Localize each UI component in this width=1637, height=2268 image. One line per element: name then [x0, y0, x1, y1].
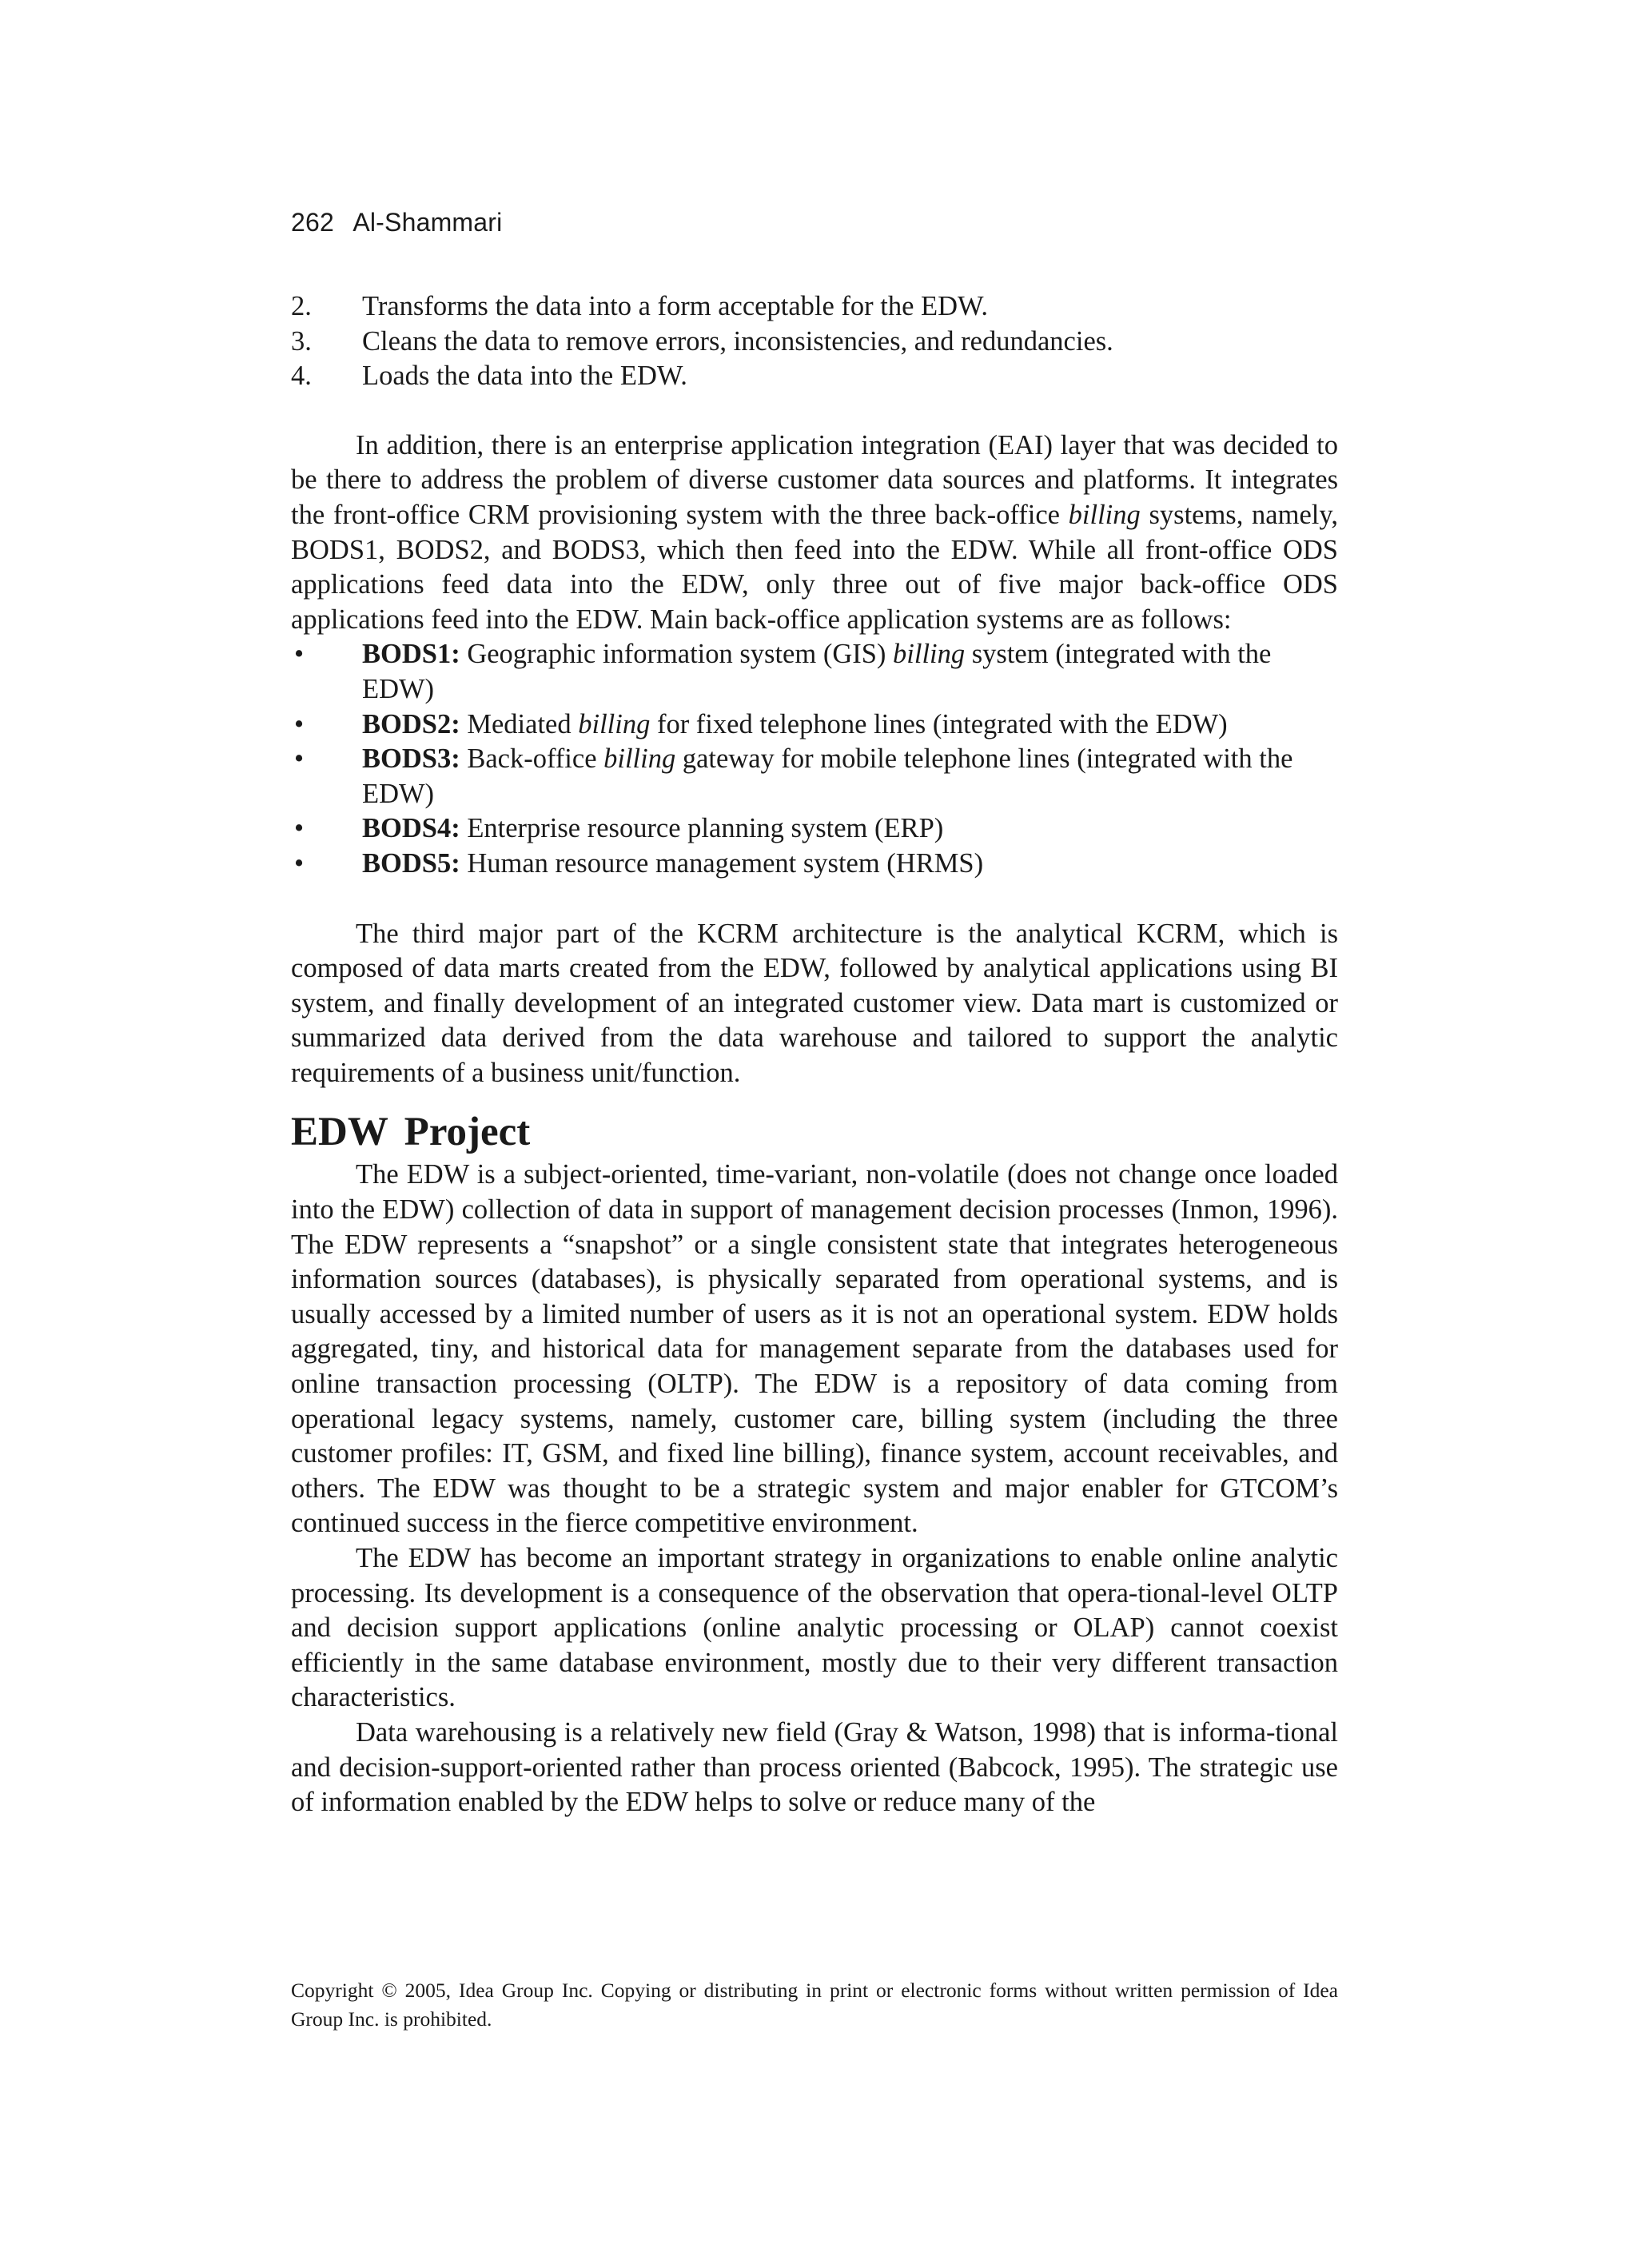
author-name: Al-Shammari [352, 208, 503, 237]
bullet-item-bods2: • BODS2: Mediated billing for fixed telephone lines (integrated with the EDW) [291, 708, 1338, 743]
body-text [291, 289, 1338, 1820]
page-number: 262 [291, 208, 334, 237]
list-item [291, 289, 1338, 325]
paragraph-edw-strategy: The EDW has become an important strategy in organizations to enable online analytic processing. Its development is a consequence of the observation that opera-tional-level OLTP and decision support applications (online analytic processing or OLAP) cannot coexist efficiently in the same database environment, mostly due to their very different transaction characteristics. [291, 1543, 1338, 1713]
bullet-icon: • [294, 743, 305, 775]
bullet-icon: • [294, 639, 305, 670]
bullet-item-bods4: • BODS4: Enterprise resource planning system (ERP) [291, 811, 1338, 847]
list-number: 3. [291, 325, 312, 357]
section-heading: EDW Project [291, 1110, 531, 1155]
paragraph-eai: In addition, there is an enterprise application integration (EAI) layer that was decided to be there to address the problem of diverse customer data sources and platforms. It integrates the front-office CRM provisioning system with the three back-office billing systems, namely, BODS1, BODS2, and BODS3, which then feed into the EDW. While all front-office ODS applications feed data into the EDW, only three out of five major back-office ODS applications feed into the EDW. Main back-office application systems are as follows: [291, 429, 1338, 635]
paragraph-edw-definition: The EDW is a subject-oriented, time-variant, non-volatile (does not change once loaded into the EDW) collection of data in support of management decision processes (Inmon, 1996). The EDW represents a “snapshot” or a single consistent state that integrates heterogeneous information sources (databases), is physically separated from operational systems, and is usually accessed by a limited number of users as it is not an operational system. EDW holds aggregated, tiny, and historical data for management separate from the databases used for online transaction processing (OLTP). The EDW is a repository of data coming from operational legacy systems, namely, customer care, billing system (including the three customer profiles: IT, GSM, and fixed line billing), finance system, account receivables, and others. The EDW was thought to be a strategic system and major enabler for GTCOM’s continued success in the fierce competitive environment. [291, 1159, 1338, 1539]
running-head [291, 206, 502, 238]
paragraph-analytical-kcrm: The third major part of the KCRM architecture is the analytical KCRM, which is composed of data marts created from the EDW, followed by analytical applications using BI system, and finally development of an integrated customer view. Data mart is customized or summarized data derived from the data warehouse and tailored to support the analytic requirements of a business unit/function. [291, 918, 1338, 1088]
list-item [291, 359, 1338, 394]
list-text: Transforms the data into a form acceptable for the EDW. [362, 291, 989, 321]
bullet-icon: • [294, 847, 305, 879]
bullet-item-bods1: • BODS1: Geographic information system (GIS) billing system (integrated with the EDW) [294, 639, 1272, 704]
copyright-notice: Copyright © 2005, Idea Group Inc. Copying or distributing in print or electronic forms without written permission of Idea Group Inc. is prohibited. [291, 1979, 1338, 2031]
list-number: 4. [291, 361, 312, 392]
bods-bullet-list [291, 637, 1338, 881]
bullet-item-bods3: • BODS3: Back-office billing gateway for mobile telephone lines (integrated with the EDW) [294, 743, 1293, 809]
list-text: Cleans the data to remove errors, inconsistencies, and redundancies. [362, 325, 1113, 357]
list-number: 2. [291, 291, 312, 321]
list-text: Loads the data into the EDW. [362, 361, 687, 392]
bullet-item-bods5: • BODS5: Human resource management system (HRMS) [291, 847, 1338, 882]
numbered-list [291, 289, 1338, 394]
list-item [291, 325, 1338, 360]
bullet-icon: • [294, 708, 305, 739]
bullet-icon: • [294, 813, 305, 844]
paragraph-data-warehousing: Data warehousing is a relatively new field (Gray & Watson, 1998) that is informa-tional and decision-support-oriented rather than process oriented (Babcock, 1995). The strategic use of information enabled by the EDW helps to solve or reduce many of the [291, 1716, 1338, 1818]
